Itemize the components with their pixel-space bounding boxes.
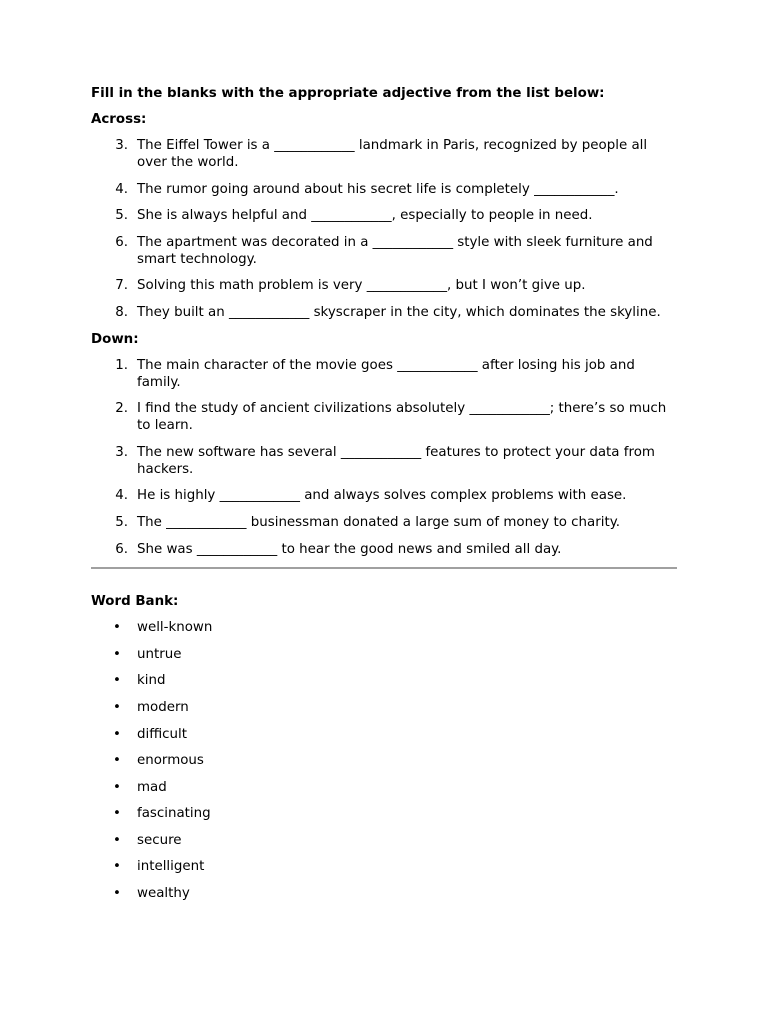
worksheet-content — [91, 85, 677, 912]
clue-number: 4. — [115, 181, 128, 197]
bullet-icon: • — [113, 620, 121, 636]
clue-number: 5. — [115, 208, 128, 224]
clue-number: 5. — [115, 514, 128, 530]
bullet-icon: • — [113, 646, 121, 662]
clue-text: The new software has several ____________ features to protect your data from hackers. — [137, 444, 655, 477]
word-bank-word: well-known — [137, 620, 213, 636]
clue-text: They built an ____________ skyscraper in the city, which dominates the skyline. — [137, 304, 661, 320]
clue-number: 8. — [115, 304, 128, 320]
bullet-icon: • — [113, 779, 121, 795]
clue-text: The Eiffel Tower is a ____________ landmark in Paris, recognized by people all over the world. — [137, 138, 648, 170]
down-clue — [91, 357, 677, 391]
bullet-icon: • — [113, 753, 121, 769]
down-heading: Down: — [91, 331, 139, 347]
down-clue — [91, 541, 677, 558]
across-clue — [91, 277, 677, 294]
word-bank-item — [91, 646, 677, 663]
word-bank-word: enormous — [137, 753, 204, 769]
bullet-icon: • — [113, 726, 121, 742]
word-bank-item — [91, 805, 677, 822]
word-bank-item — [91, 752, 677, 769]
clue-number: 6. — [115, 541, 128, 557]
clue-number: 7. — [115, 278, 128, 294]
word-bank-item — [91, 779, 677, 796]
across-clue — [91, 207, 677, 224]
word-bank-item — [91, 885, 677, 902]
across-heading: Across: — [91, 112, 147, 127]
instructions-heading: Fill in the blanks with the appropriate adjective from the list below: — [91, 86, 605, 101]
word-bank-word: modern — [137, 699, 189, 715]
clue-number: 6. — [115, 234, 128, 250]
clue-number: 2. — [115, 401, 128, 417]
clue-text: I find the study of ancient civilizations absolutely ____________; there’s so much to learn. — [137, 401, 667, 434]
clue-number: 3. — [115, 444, 128, 460]
clue-number: 3. — [115, 138, 128, 153]
clue-text: The ____________ businessman donated a large sum of money to charity. — [137, 514, 620, 530]
word-bank-item — [91, 726, 677, 743]
clue-number: 1. — [115, 357, 128, 373]
down-clue — [91, 514, 677, 531]
clue-text: He is highly ____________ and always solves complex problems with ease. — [137, 488, 627, 504]
clue-text: She was ____________ to hear the good news and smiled all day. — [137, 541, 562, 557]
across-clue-list — [91, 137, 677, 321]
down-clue — [91, 487, 677, 504]
word-bank-item — [91, 858, 677, 875]
across-clue — [91, 304, 677, 321]
word-bank-word: wealthy — [137, 886, 190, 902]
bullet-icon: • — [113, 859, 121, 875]
clue-text: She is always helpful and ____________, especially to people in need. — [137, 208, 593, 224]
clue-text: Solving this math problem is very ____________, but I won’t give up. — [137, 278, 586, 294]
section-divider — [91, 567, 677, 569]
across-clue — [91, 137, 677, 171]
word-bank-word: untrue — [137, 646, 182, 662]
clue-number: 4. — [115, 488, 128, 504]
word-bank-heading: Word Bank: — [91, 594, 179, 610]
across-clue — [91, 181, 677, 198]
down-clue — [91, 444, 677, 478]
word-bank-item — [91, 699, 677, 716]
across-clue — [91, 234, 677, 268]
word-bank-item — [91, 672, 677, 689]
bullet-icon: • — [113, 886, 121, 902]
clue-text: The main character of the movie goes ____________ after losing his job and family. — [137, 357, 635, 390]
bullet-icon: • — [113, 832, 121, 848]
bullet-icon: • — [113, 699, 121, 715]
word-bank-word: intelligent — [137, 859, 205, 875]
word-bank-item — [91, 619, 677, 636]
word-bank-word: secure — [137, 832, 182, 848]
clue-text: The rumor going around about his secret life is completely ____________. — [137, 181, 619, 197]
bullet-icon: • — [113, 806, 121, 822]
word-bank-word: difficult — [137, 726, 187, 742]
word-bank-word: kind — [137, 673, 166, 689]
clue-text: The apartment was decorated in a ____________ style with sleek furniture and smart technology. — [137, 234, 653, 267]
bullet-icon: • — [113, 673, 121, 689]
down-clue — [91, 400, 677, 434]
word-bank-list — [91, 619, 677, 902]
word-bank-word: fascinating — [137, 806, 211, 822]
word-bank-item — [91, 832, 677, 849]
down-clue-list — [91, 357, 677, 558]
word-bank-word: mad — [137, 779, 167, 795]
